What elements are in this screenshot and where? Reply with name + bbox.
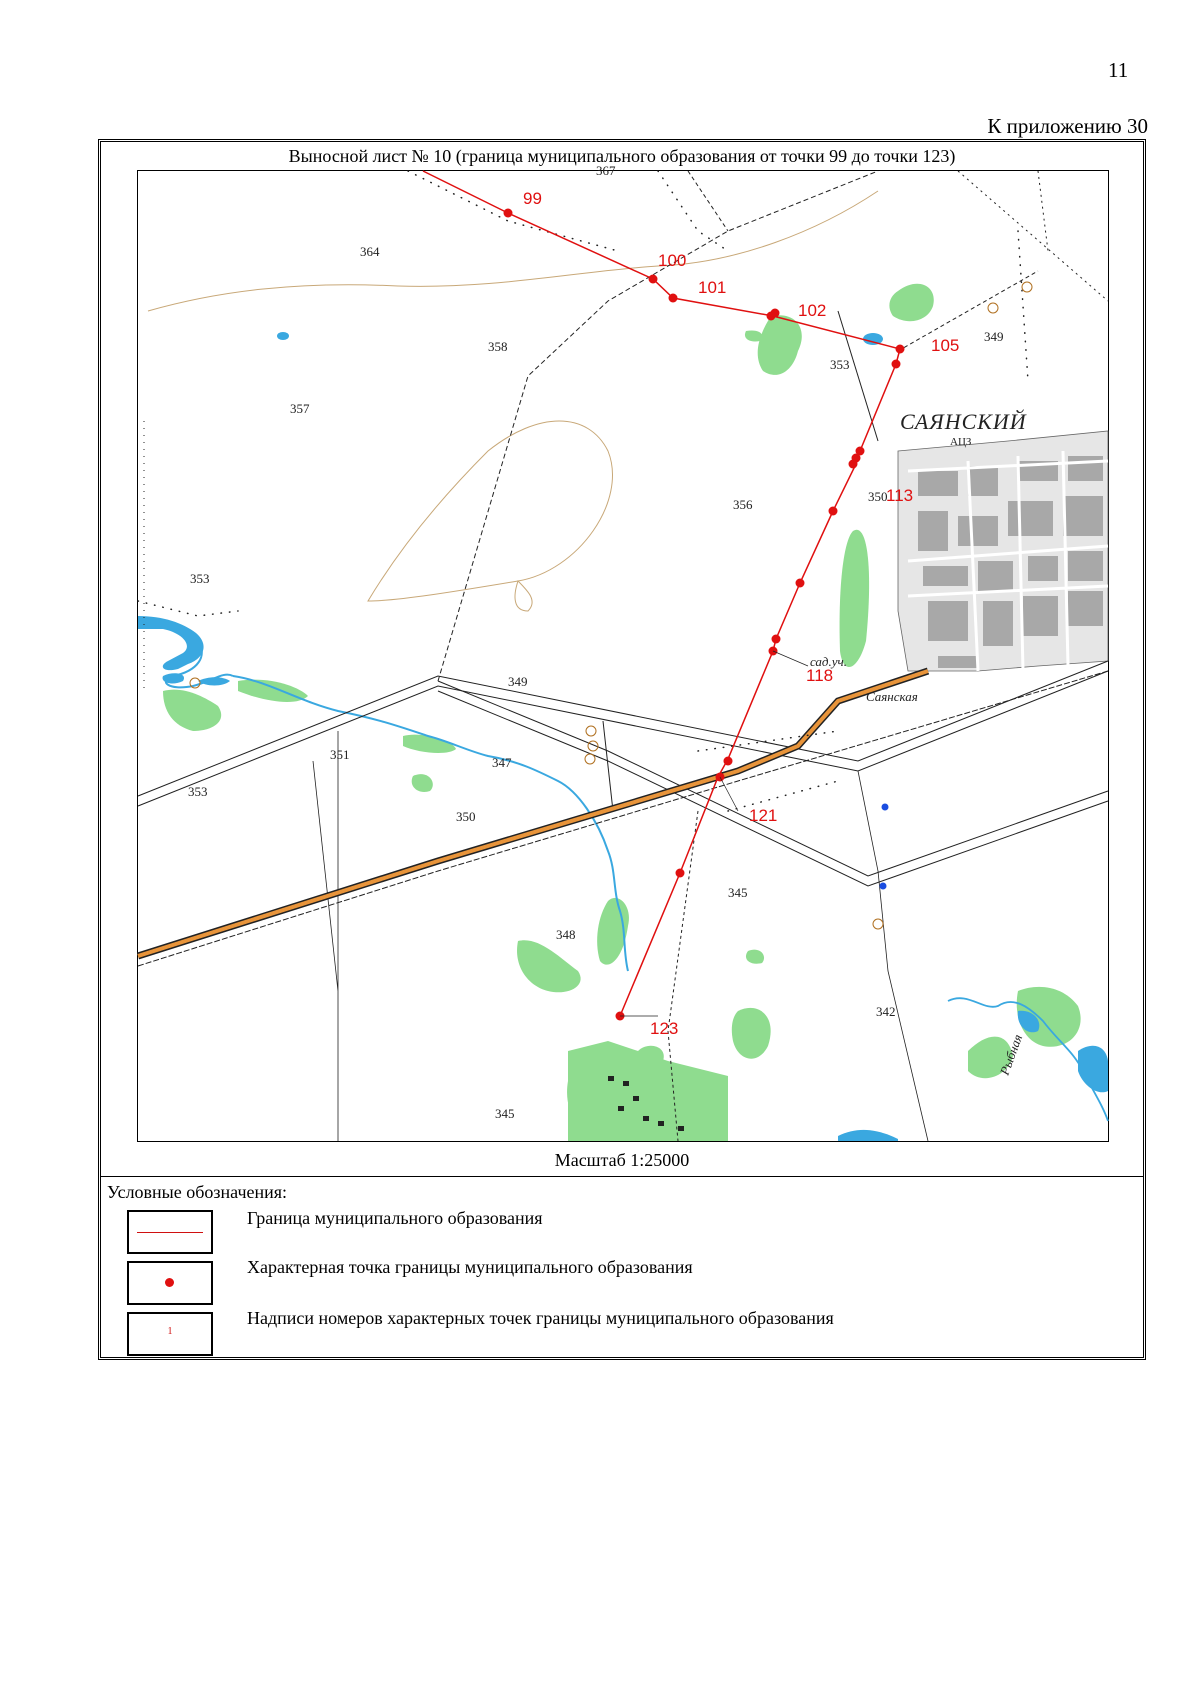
svg-text:349: 349: [508, 674, 528, 689]
boundary-point-sample: [165, 1278, 174, 1287]
svg-text:347: 347: [492, 755, 512, 770]
point-number-sample: 1: [167, 1326, 173, 1337]
point-label-99: 99: [523, 189, 542, 208]
river-label: Рыбная: [996, 1032, 1026, 1078]
svg-text:348: 348: [556, 927, 576, 942]
settlement-name: САЯНСКИЙ: [900, 409, 1027, 434]
svg-text:345: 345: [728, 885, 748, 900]
legend-boundary-label: Граница муниципального образования: [247, 1208, 543, 1228]
svg-text:356: 356: [733, 497, 753, 512]
municipal-boundary: [423, 171, 900, 1016]
point-label-105: 105: [931, 336, 960, 355]
svg-text:353: 353: [188, 784, 208, 799]
svg-text:349: 349: [984, 329, 1004, 344]
boundary-line-sample: [137, 1232, 203, 1233]
point-label-113: 113: [886, 486, 914, 505]
point-label-101: 101: [698, 278, 727, 297]
legend-number-swatch: [127, 1312, 213, 1356]
point-label-121: 121: [749, 806, 778, 825]
appendix-note: К приложению 30: [987, 114, 1148, 138]
svg-text:345: 345: [495, 1106, 515, 1121]
legend-title: Условные обозначения:: [107, 1182, 288, 1202]
svg-text:353: 353: [830, 357, 850, 372]
settlement-sayansky: [898, 431, 1108, 671]
sheet-title: Выносной лист № 10 (граница муниципального образования от точки 99 до точки 123): [288, 146, 956, 166]
svg-text:351: 351: [330, 747, 350, 762]
legend-point-swatch: [127, 1261, 213, 1305]
page-number: 11: [1108, 58, 1129, 82]
map-drawing: [138, 163, 1108, 1141]
settlement-south: [568, 1041, 728, 1141]
map-sheet-frame: [98, 139, 1146, 1360]
svg-text:342: 342: [876, 1004, 896, 1019]
svg-text:364: 364: [360, 244, 380, 259]
svg-text:350: 350: [868, 489, 888, 504]
map-canvas[interactable]: [137, 163, 1109, 1142]
street-label: Саянская: [866, 689, 918, 704]
elevation-marks: [188, 163, 1004, 1121]
point-label-100: 100: [658, 251, 687, 270]
point-label-102: 102: [798, 301, 827, 320]
svg-text:358: 358: [488, 339, 508, 354]
point-label-118: 118: [806, 666, 834, 685]
svg-text:350: 350: [456, 809, 476, 824]
legend-boundary-swatch: [127, 1210, 213, 1254]
scale-label: Масштаб 1:25000: [554, 1150, 690, 1170]
legend-number-label: Надписи номеров характерных точек границы муниципального образования: [247, 1308, 834, 1328]
svg-text:357: 357: [290, 401, 310, 416]
legend-point-label: Характерная точка границы муниципального образования: [247, 1257, 693, 1277]
point-label-123: 123: [650, 1019, 679, 1038]
settlement-sub: АЦЗ: [950, 436, 972, 448]
garden-label: сад.уч.: [810, 654, 847, 669]
svg-text:367: 367: [596, 163, 616, 178]
legend-divider: [101, 1176, 1143, 1177]
svg-text:353: 353: [190, 571, 210, 586]
